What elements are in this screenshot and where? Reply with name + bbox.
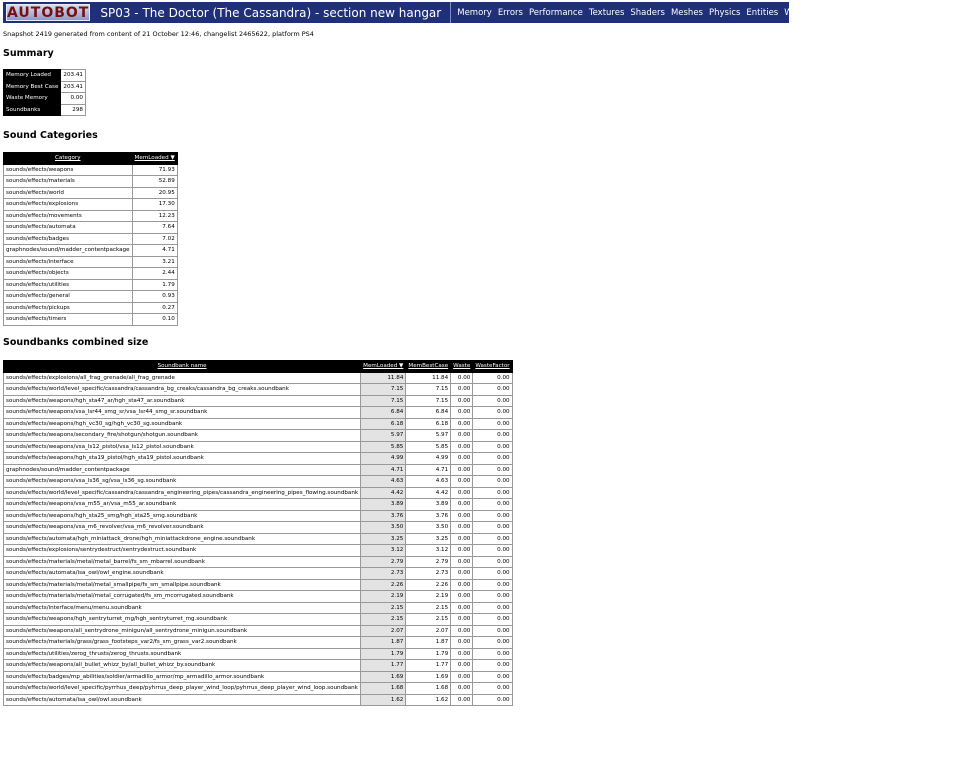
soundbank-wastefactor: 0.00 [473,430,512,442]
soundbank-wastefactor: 0.00 [473,671,512,683]
table-row [4,233,178,245]
soundbank-membestcase: 1.87 [406,637,451,649]
soundbank-membestcase: 2.73 [406,568,451,580]
soundbank-name: sounds/effects/weapons/vsa_ls12_pistol/vsa_ls12_pistol.soundbank [4,441,361,453]
soundbank-name: sounds/effects/materials/metal/metal_corrugated/fs_sm_mcorrugated.soundbank [4,591,361,603]
soundbank-name: sounds/effects/weapons/secondary_fire/shotgun/shotgun.soundbank [4,430,361,442]
nav-memory[interactable]: Memory [457,7,492,18]
category-name: sounds/effects/interface [4,256,133,268]
summary-value: 298 [61,104,86,116]
soundbank-waste: 0.00 [451,487,473,499]
soundbank-membestcase: 2.07 [406,625,451,637]
soundbank-waste: 0.00 [451,476,473,488]
soundbank-memloaded: 1.69 [361,671,406,683]
soundbank-name: sounds/effects/interface/menu/menu.soundbank [4,602,361,614]
table-row [4,384,513,396]
category-memloaded: 2.44 [132,268,177,280]
soundbank-membestcase: 1.79 [406,648,451,660]
summary-value: 203.41 [61,81,86,93]
category-memloaded: 7.64 [132,222,177,234]
soundbank-wastefactor: 0.00 [473,625,512,637]
soundbank-name: sounds/effects/world/level_specific/cassandra/cassandra_bg_creaks/cassandra_bg_creaks.soundbank [4,384,361,396]
category-memloaded: 0.10 [132,314,177,326]
table-row [4,648,513,660]
soundbank-wastefactor: 0.00 [473,648,512,660]
table-row [4,476,513,488]
soundbank-name: sounds/effects/weapons/vsa_ls36_sg/vsa_ls36_sg.soundbank [4,476,361,488]
table-row [4,591,513,603]
table-row [4,614,513,626]
soundbank-wastefactor: 0.00 [473,418,512,430]
soundbank-membestcase: 1.68 [406,683,451,695]
memloaded-header[interactable]: MemLoaded ▼ [361,361,406,373]
table-row [4,222,178,234]
summary-table [3,69,86,116]
soundbank-membestcase: 3.12 [406,545,451,557]
soundbank-membestcase: 7.15 [406,395,451,407]
category-name: sounds/effects/automata [4,222,133,234]
soundbank-waste: 0.00 [451,683,473,695]
soundbank-waste: 0.00 [451,660,473,672]
membestcase-header[interactable]: MemBestCase [406,361,451,373]
category-name: sounds/effects/world [4,187,133,199]
table-row [4,671,513,683]
table-row [4,545,513,557]
soundbank-wastefactor: 0.00 [473,545,512,557]
category-memloaded: 3.21 [132,256,177,268]
category-name: sounds/effects/pickups [4,302,133,314]
nav-music[interactable]: Music [813,7,838,18]
soundbank-memloaded: 5.97 [361,430,406,442]
soundbank-membestcase: 2.15 [406,602,451,614]
soundbank-waste: 0.00 [451,637,473,649]
category-memloaded: 0.93 [132,291,177,303]
summary-label: Waste Memory [4,93,61,105]
soundbank-name: sounds/effects/materials/metal/metal_barrel/fs_sm_mbarrel.soundbank [4,556,361,568]
soundbank-memloaded: 2.26 [361,579,406,591]
soundbank-wastefactor: 0.00 [473,637,512,649]
soundbank-membestcase: 4.71 [406,464,451,476]
soundbank-name: sounds/effects/world/level_specific/cassandra/cassandra_engineering_pipes/cassandra_engineering_pipes_flowing.soundbank [4,487,361,499]
soundbank-wastefactor: 0.00 [473,683,512,695]
soundbank-waste: 0.00 [451,648,473,660]
soundbank-wastefactor: 0.00 [473,591,512,603]
soundbank-waste: 0.00 [451,453,473,465]
soundbank-waste: 0.00 [451,464,473,476]
soundbank-membestcase: 2.79 [406,556,451,568]
category-memloaded: 12.23 [132,210,177,222]
nav-textures[interactable]: Textures [588,7,625,18]
soundbank-wastefactor: 0.00 [473,407,512,419]
table-row [4,453,513,465]
soundbank-memloaded: 1.77 [361,660,406,672]
soundbank-waste: 0.00 [451,522,473,534]
soundbank-memloaded: 4.63 [361,476,406,488]
table-row [4,637,513,649]
soundbank-wastefactor: 0.00 [473,510,512,522]
soundbank-membestcase: 5.85 [406,441,451,453]
soundbank-memloaded: 6.18 [361,418,406,430]
table-row [4,256,178,268]
category-name: sounds/effects/materials [4,176,133,188]
table-row [4,464,513,476]
soundbank-wastefactor: 0.00 [473,372,512,384]
summary-row [4,81,86,93]
soundbank-wastefactor: 0.00 [473,476,512,488]
soundbank-membestcase: 6.18 [406,418,451,430]
nav-entities[interactable]: Entities [746,7,779,18]
table-row [4,210,178,222]
category-name: sounds/effects/explosions [4,199,133,211]
table-row [4,510,513,522]
table-row [4,164,178,176]
summary-row [4,70,86,82]
soundbank-membestcase: 3.76 [406,510,451,522]
soundbank-name: sounds/effects/automata/hgh_miniattack_drone/hgh_miniattackdrone_engine.soundbank [4,533,361,545]
table-row [4,268,178,280]
table-row [4,245,178,257]
category-memloaded: 20.95 [132,187,177,199]
category-name: sounds/effects/general [4,291,133,303]
nav-performance[interactable]: Performance [528,7,583,18]
soundbank-membestcase: 2.26 [406,579,451,591]
summary-label: Soundbanks [4,104,61,116]
memloaded-column-header[interactable]: MemLoaded ▼ [132,153,177,165]
soundbank-wastefactor: 0.00 [473,453,512,465]
snapshot-info: Snapshot 2419 generated from content of 21 October 12:46, changelist 2465622, platform PS4 [3,30,314,38]
category-memloaded: 71.93 [132,164,177,176]
soundbank-wastefactor: 0.00 [473,533,512,545]
soundbank-wastefactor: 0.00 [473,499,512,511]
soundbank-wastefactor: 0.00 [473,614,512,626]
soundbank-waste: 0.00 [451,372,473,384]
soundbank-wastefactor: 0.00 [473,384,512,396]
table-row [4,499,513,511]
category-name: sounds/effects/movements [4,210,133,222]
soundbank-waste: 0.00 [451,384,473,396]
soundbank-name: sounds/effects/weapons/vsa_m6_revolver/vsa_m6_revolver.soundbank [4,522,361,534]
soundbank-name: sounds/effects/materials/grass/grass_footsteps_var2/fs_sm_grass_var2.soundbank [4,637,361,649]
soundbank-waste: 0.00 [451,602,473,614]
category-name: sounds/effects/objects [4,268,133,280]
soundbank-memloaded: 11.84 [361,372,406,384]
soundbank-name: sounds/effects/weapons/hgh_sta19_pistol/hgh_sta19_pistol.soundbank [4,453,361,465]
soundbank-wastefactor: 0.00 [473,694,512,706]
table-row [4,199,178,211]
soundbank-waste: 0.00 [451,591,473,603]
page-title: SP03 - The Doctor (The Cassandra) - section new hangar [100,5,442,20]
soundbank-waste: 0.00 [451,430,473,442]
soundbanks-table [3,360,513,706]
soundbank-memloaded: 3.12 [361,545,406,557]
soundbank-name: sounds/effects/weapons/all_bullet_whizz_by/all_bullet_whizz_by.soundbank [4,660,361,672]
soundbank-membestcase: 4.42 [406,487,451,499]
category-name: sounds/effects/utilities [4,279,133,291]
soundbank-membestcase: 5.97 [406,430,451,442]
soundbank-name: sounds/effects/weapons/vsa_lsr44_smg_sr/vsa_lsr44_smg_sr.soundbank [4,407,361,419]
table-row [4,556,513,568]
top-bar [3,2,838,23]
soundbank-membestcase: 1.69 [406,671,451,683]
table-row [4,441,513,453]
soundbank-name: sounds/effects/automata/isa_owl/owl.soundbank [4,694,361,706]
soundbank-memloaded: 5.85 [361,441,406,453]
table-row [4,430,513,442]
nav-menu [450,2,844,23]
nav-shaders[interactable]: Shaders [630,7,665,18]
soundbank-membestcase: 2.19 [406,591,451,603]
soundbank-name: sounds/effects/utilities/zerog_thrusts/zerog_thrusts.soundbank [4,648,361,660]
table-row [4,407,513,419]
category-column-header[interactable]: Category [4,153,133,165]
soundbank-memloaded: 4.71 [361,464,406,476]
soundbank-membestcase: 1.62 [406,694,451,706]
table-row [4,279,178,291]
soundbank-waste: 0.00 [451,556,473,568]
soundbank-memloaded: 7.15 [361,395,406,407]
soundbank-memloaded: 3.50 [361,522,406,534]
soundbank-name: sounds/effects/materials/metal/metal_smallpipe/fs_sm_smallpipe.soundbank [4,579,361,591]
soundbank-memloaded: 3.25 [361,533,406,545]
soundbank-memloaded: 6.84 [361,407,406,419]
soundbank-membestcase: 6.84 [406,407,451,419]
table-row [4,568,513,580]
soundbank-name: sounds/effects/explosions/all_frag_grenade/all_frag_grenade [4,372,361,384]
category-name: sounds/effects/timers [4,314,133,326]
soundbank-memloaded: 2.73 [361,568,406,580]
table-row [4,625,513,637]
soundbank-waste: 0.00 [451,614,473,626]
soundbank-wastefactor: 0.00 [473,660,512,672]
table-header-row [4,153,178,165]
table-row [4,372,513,384]
soundbank-name: sounds/effects/badges/mp_abilities/soldier/armadillo_armor/mp_armadillo_armor.soundbank [4,671,361,683]
soundbank-name: graphnodes/sound/madder_contentpackage [4,464,361,476]
soundbank-waste: 0.00 [451,441,473,453]
soundbank-waste: 0.00 [451,418,473,430]
soundbank-wastefactor: 0.00 [473,487,512,499]
soundbank-name: sounds/effects/world/level_specific/pyrrhus_deep/pyhrrus_deep_player_wind_loop/pyhrrus_deep_player_wind_loop.soundbank [4,683,361,695]
table-row [4,660,513,672]
soundbank-waste: 0.00 [451,579,473,591]
table-row [4,395,513,407]
soundbank-waste: 0.00 [451,533,473,545]
soundbank-memloaded: 2.15 [361,602,406,614]
soundbank-waste: 0.00 [451,395,473,407]
nav-wave[interactable]: Wave [784,7,808,18]
summary-label: Memory Loaded [4,70,61,82]
soundbank-wastefactor: 0.00 [473,579,512,591]
soundbank-waste: 0.00 [451,625,473,637]
nav-meshes[interactable]: Meshes [670,7,703,18]
sound-categories-heading: Sound Categories [3,130,98,141]
category-memloaded: 0.27 [132,302,177,314]
category-name: graphnodes/sound/madder_contentpackage [4,245,133,257]
soundbank-name: sounds/effects/weapons/hgh_sta47_ar/hgh_sta47_ar.soundbank [4,395,361,407]
soundbank-membestcase: 7.15 [406,384,451,396]
soundbank-memloaded: 1.87 [361,637,406,649]
soundbank-name: sounds/effects/weapons/hgh_vc30_sg/hgh_vc30_sg.soundbank [4,418,361,430]
nav-errors[interactable]: Errors [497,7,523,18]
summary-value: 0.00 [61,93,86,105]
autobot-logo[interactable]: AUTOBOT [7,5,90,21]
table-row [4,314,178,326]
soundbank-memloaded: 7.15 [361,384,406,396]
category-memloaded: 52.89 [132,176,177,188]
soundbank-memloaded: 4.99 [361,453,406,465]
wastefactor-header[interactable]: WasteFactor [473,361,512,373]
soundbank-membestcase: 1.77 [406,660,451,672]
soundbank-wastefactor: 0.00 [473,568,512,580]
soundbank-memloaded: 3.76 [361,510,406,522]
soundbank-memloaded: 2.07 [361,625,406,637]
table-row [4,302,178,314]
soundbank-name-header[interactable]: Soundbank name [4,361,361,373]
soundbank-wastefactor: 0.00 [473,441,512,453]
soundbank-membestcase: 2.15 [406,614,451,626]
category-name: sounds/effects/weapons [4,164,133,176]
soundbank-membestcase: 3.50 [406,522,451,534]
table-row [4,579,513,591]
soundbank-membestcase: 4.63 [406,476,451,488]
soundbank-waste: 0.00 [451,499,473,511]
soundbank-name: sounds/effects/weapons/hgh_sentryturret_mg/hgh_sentryturret_mg.soundbank [4,614,361,626]
soundbank-waste: 0.00 [451,568,473,580]
soundbank-memloaded: 1.62 [361,694,406,706]
soundbank-name: sounds/effects/explosions/sentrydestruct/sentrydestruct.soundbank [4,545,361,557]
table-row [4,533,513,545]
soundbank-waste: 0.00 [451,694,473,706]
soundbank-membestcase: 4.99 [406,453,451,465]
summary-label: Memory Best Case [4,81,61,93]
nav-physics[interactable]: Physics [708,7,741,18]
table-header-row [4,361,513,373]
table-row [4,176,178,188]
sound-categories-table [3,152,178,326]
soundbank-membestcase: 3.89 [406,499,451,511]
table-row [4,291,178,303]
soundbank-waste: 0.00 [451,671,473,683]
soundbank-wastefactor: 0.00 [473,464,512,476]
soundbank-waste: 0.00 [451,510,473,522]
soundbank-memloaded: 2.79 [361,556,406,568]
soundbank-waste: 0.00 [451,407,473,419]
soundbank-waste: 0.00 [451,545,473,557]
category-memloaded: 4.71 [132,245,177,257]
soundbank-membestcase: 11.84 [406,372,451,384]
soundbank-wastefactor: 0.00 [473,556,512,568]
soundbank-name: sounds/effects/weapons/vsa_m55_ar/vsa_m55_ar.soundbank [4,499,361,511]
table-row [4,187,178,199]
soundbank-memloaded: 1.79 [361,648,406,660]
table-row [4,683,513,695]
summary-value: 203.41 [61,70,86,82]
table-row [4,602,513,614]
summary-heading: Summary [3,48,54,59]
soundbank-name: sounds/effects/automata/isa_owl/owl_engine.soundbank [4,568,361,580]
summary-row [4,104,86,116]
soundbank-memloaded: 2.15 [361,614,406,626]
category-memloaded: 7.02 [132,233,177,245]
soundbank-memloaded: 4.42 [361,487,406,499]
soundbanks-heading: Soundbanks combined size [3,337,149,348]
category-memloaded: 17.30 [132,199,177,211]
summary-row [4,93,86,105]
table-row [4,487,513,499]
soundbank-wastefactor: 0.00 [473,522,512,534]
table-row [4,522,513,534]
soundbank-memloaded: 3.89 [361,499,406,511]
soundbank-wastefactor: 0.00 [473,395,512,407]
table-row [4,418,513,430]
soundbank-name: sounds/effects/weapons/all_sentrydrone_minigun/all_sentrydrone_minigun.soundbank [4,625,361,637]
soundbank-membestcase: 3.25 [406,533,451,545]
category-name: sounds/effects/badges [4,233,133,245]
soundbank-wastefactor: 0.00 [473,602,512,614]
table-row [4,694,513,706]
soundbank-memloaded: 1.68 [361,683,406,695]
soundbank-name: sounds/effects/weapons/hgh_sta25_smg/hgh_sta25_smg.soundbank [4,510,361,522]
category-memloaded: 1.79 [132,279,177,291]
waste-header[interactable]: Waste [451,361,473,373]
soundbank-memloaded: 2.19 [361,591,406,603]
